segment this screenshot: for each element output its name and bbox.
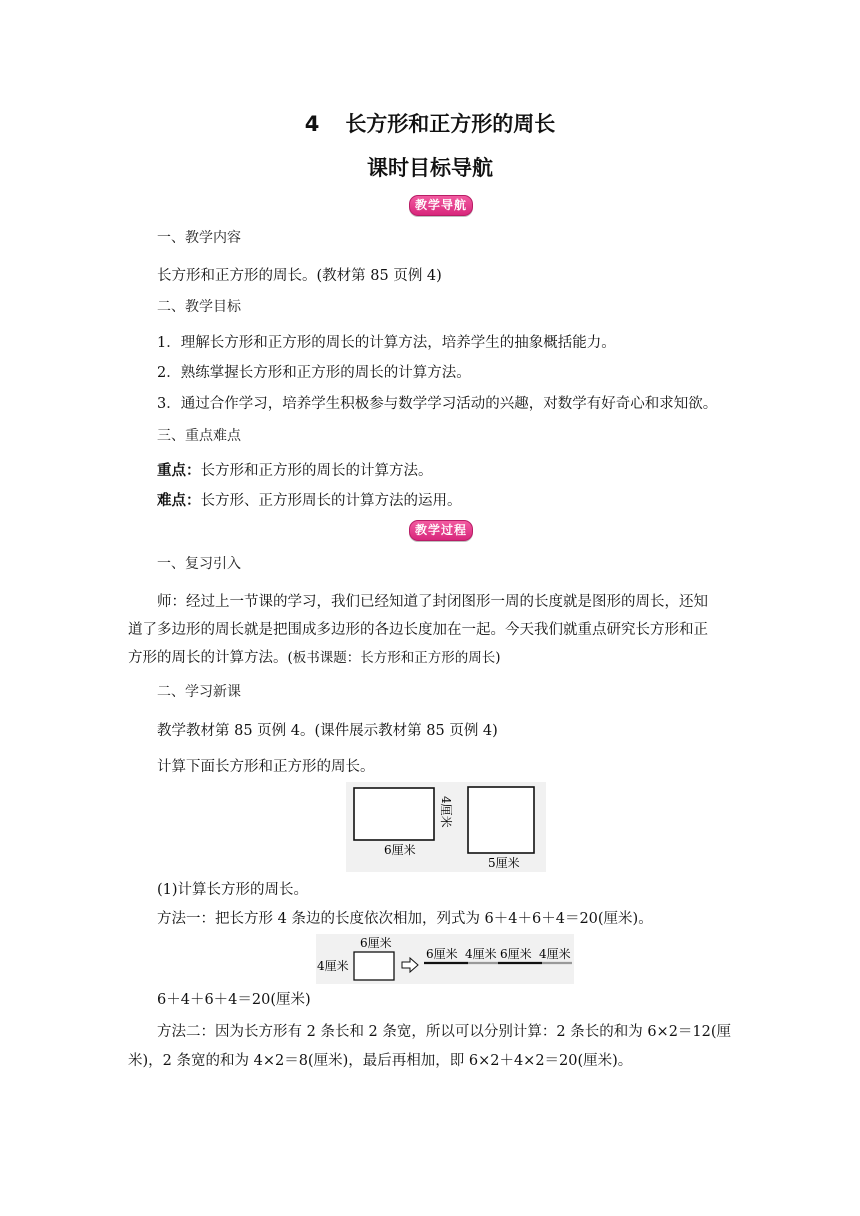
lesson-title-text: 长方形和正方形的周长 — [345, 112, 556, 136]
segment-label-3: 6厘米 — [500, 947, 532, 961]
section-subtitle: 课时目标导航 — [367, 156, 493, 180]
lesson-title — [0, 108, 860, 138]
key-point-label: 重点： — [157, 462, 201, 479]
segment-label-1: 6厘米 — [426, 947, 458, 961]
teaching-content-text: 长方形和正方形的周长。(教材第 85 页例 4) — [157, 268, 442, 284]
heading-teaching-content: 一、教学内容 — [157, 230, 241, 246]
heading-new-lesson: 二、学习新课 — [157, 684, 241, 700]
segment-label-2: 4厘米 — [465, 947, 497, 961]
square-side-label: 5厘米 — [488, 856, 520, 870]
difficult-point-text: 长方形、正方形周长的计算方法的运用。 — [200, 493, 462, 509]
review-line-3 — [128, 648, 501, 668]
method2-line-2: 米)，2 条宽的和为 4×2＝8(厘米)，最后再相加，即 6×2＋4×2＝20(厘米)。 — [128, 1053, 633, 1069]
badge-teaching-process: 教学过程 — [409, 520, 473, 541]
goal-item-2: 2．熟练掌握长方形和正方形的周长的计算方法。 — [157, 365, 471, 381]
part1-text: (1)计算长方形的周长。 — [157, 882, 309, 898]
small-rect-top-label: 6厘米 — [360, 936, 392, 950]
heading-key-points: 三、重点难点 — [157, 428, 241, 444]
figure-rectangle-and-square — [346, 782, 546, 872]
method1-result: 6＋4＋6＋4＝20(厘米) — [157, 992, 311, 1008]
small-rect-left-label: 4厘米 — [317, 959, 349, 973]
badge-teaching-guide: 教学导航 — [409, 195, 473, 216]
difficult-point-line — [157, 491, 462, 511]
key-point-text: 长方形和正方形的周长的计算方法。 — [200, 463, 433, 479]
rectangle-shape — [354, 788, 434, 840]
rectangle-length-label: 6厘米 — [384, 843, 416, 857]
heading-review: 一、复习引入 — [157, 556, 241, 572]
new-lesson-intro: 教学教材第 85 页例 4。(课件展示教材第 85 页例 4) — [157, 723, 498, 739]
square-shape — [468, 787, 534, 853]
heading-teaching-goals: 二、教学目标 — [157, 299, 241, 315]
key-point-line — [157, 461, 433, 481]
method2-line-1: 方法二：因为长方形有 2 条长和 2 条宽，所以可以分别计算：2 条长的和为 6×2＝12(厘 — [157, 1024, 732, 1040]
review-line-2: 道了多边形的周长就是把围成多边形的各边长度加在一起。今天我们就重点研究长方形和正 — [128, 622, 708, 638]
difficult-point-label: 难点： — [157, 492, 201, 509]
review-line-1: 师：经过上一节课的学习，我们已经知道了封闭图形一周的长度就是图形的周长，还知 — [157, 594, 708, 610]
figure-perimeter-unfold — [316, 934, 574, 984]
method1-text: 方法一：把长方形 4 条边的长度依次相加，列式为 6＋4＋6＋4＝20(厘米)。 — [157, 911, 653, 927]
rectangle-width-label: 4厘米 — [439, 796, 453, 828]
review-line-3-text: 方形的周长的计算方法。 — [128, 650, 288, 666]
board-title-note: (板书课题：长方形和正方形的周长) — [287, 650, 501, 666]
task-text: 计算下面长方形和正方形的周长。 — [157, 759, 375, 775]
goal-item-3: 3．通过合作学习，培养学生积极参与数学学习活动的兴趣，对数学有好奇心和求知欲。 — [157, 396, 718, 412]
segment-label-4: 4厘米 — [539, 947, 571, 961]
goal-item-1: 1．理解长方形和正方形的周长的计算方法，培养学生的抽象概括能力。 — [157, 335, 616, 351]
lesson-number: 4 — [304, 112, 320, 136]
small-rectangle — [354, 952, 394, 980]
